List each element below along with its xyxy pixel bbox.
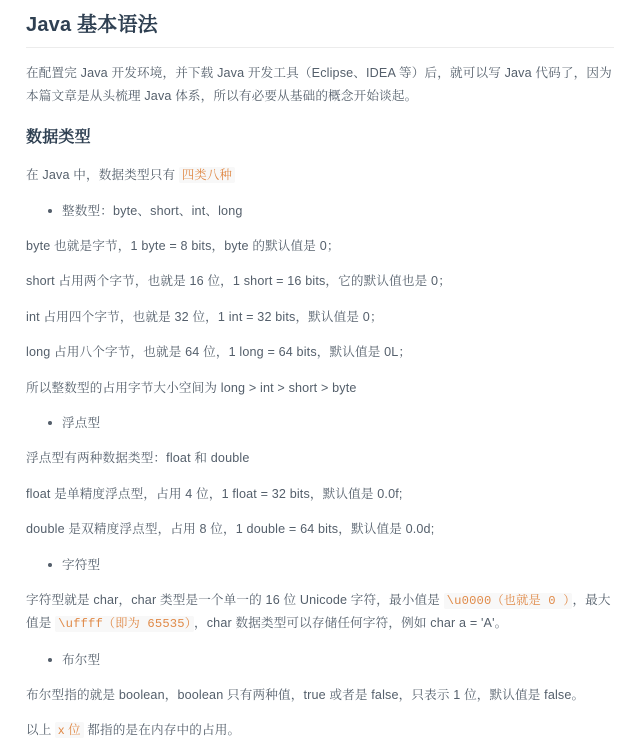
char-text-part-1: 字符型就是 char，char 类型是一个单一的 16 位 Unicode 字符，最小值是 [26, 592, 444, 607]
paragraph-boolean: 布尔型指的就是 boolean，boolean 只有两种值，true 或者是 false，只表示 1 位，默认值是 false。 [26, 687, 585, 702]
bullet-list-integer [26, 200, 614, 222]
code-unicode-max-value: \uffff（即为 65535） [55, 616, 194, 632]
code-x-bits: x 位 [55, 722, 83, 738]
data-types-intro-paragraph [26, 164, 614, 187]
data-types-intro-text: 在 Java 中，数据类型只有 [26, 168, 179, 182]
paragraph-long: long 占用八个字节，也就是 64 位，1 long = 64 bits，默认值是 0L； [26, 345, 412, 359]
paragraph-byte: byte 也就是字节，1 byte = 8 bits，byte 的默认值是 0； [26, 238, 340, 253]
paragraph-float: float 是单精度浮点型，占用 4 位，1 float = 32 bits，默认值是 0.0f; [26, 486, 403, 501]
list-item-boolean-type: 布尔型 [26, 649, 614, 671]
footer-text-part-1: 以上 [26, 723, 56, 737]
list-item-integer-type: 整数型：byte、short、int、long [26, 200, 614, 222]
char-text-part-2: ，最大值是 [26, 592, 611, 630]
footer-text-part-2: 都指的是在内存中的占用。 [83, 723, 241, 737]
intro-paragraph: 在配置完 Java 开发环境，并下载 Java 开发工具（Eclipse、IDEA 等）后，就可以写 Java 代码了，因为本篇文章是从头梳理 Java 体系，所以有必要从基础的概念开始谈起。 [26, 66, 612, 103]
code-unicode-min-value: \u0000（也就是 0 ） [444, 593, 573, 609]
list-item-float-type: 浮点型 [26, 412, 614, 434]
bullet-list-float [26, 412, 614, 434]
paragraph-int: int 占用四个字节，也就是 32 位，1 int = 32 bits，默认值是 0； [26, 309, 383, 324]
code-four-categories-eight-types: 四类八种 [179, 167, 235, 183]
paragraph-footer-note [26, 719, 614, 742]
title-divider [26, 47, 614, 48]
bullet-list-boolean [26, 649, 614, 671]
paragraph-short: short 占用两个字节，也就是 16 位，1 short = 16 bits，它的默认值也是 0； [26, 274, 451, 288]
list-item-char-type: 字符型 [26, 554, 614, 576]
paragraph-float-intro: 浮点型有两种数据类型：float 和 double [26, 451, 250, 465]
paragraph-char [26, 589, 614, 636]
char-text-part-3: ，char 数据类型可以存储任何字符，例如 char a = 'A'。 [193, 616, 508, 630]
bullet-list-char [26, 554, 614, 576]
page-title: Java 基本语法 [26, 14, 158, 36]
paragraph-integer-summary: 所以整数型的占用字节大小空间为 long > int > short > byte [26, 380, 357, 395]
paragraph-double: double 是双精度浮点型，占用 8 位，1 double = 64 bits，默认值是 0.0d; [26, 522, 435, 536]
section-heading-data-types: 数据类型 [26, 129, 91, 146]
